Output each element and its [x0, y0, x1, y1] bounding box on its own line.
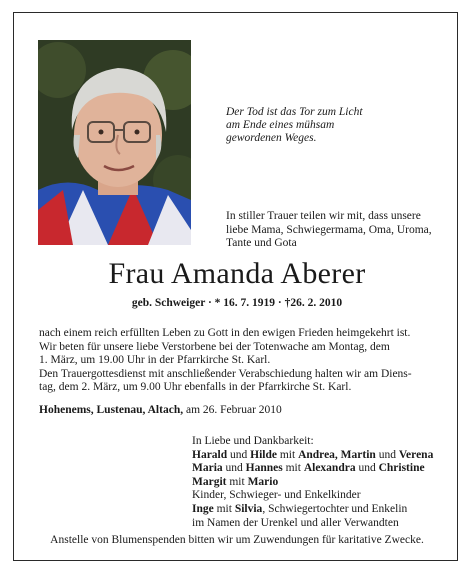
portrait-photo	[38, 40, 191, 245]
body-line: nach einem reich erfüllten Leben zu Gott in den ewigen Frieden heimgekehrt ist.	[39, 327, 411, 339]
body-line: Den Trauergottesdienst mit anschließender Verabschiedung halten wir am Diens-	[39, 367, 412, 380]
family-name: Christine	[378, 462, 425, 475]
family-name: Inge	[192, 502, 214, 515]
birth-death-dates: geb. Schweiger · * 16. 7. 1919 · †26. 2. 2010	[131, 297, 343, 309]
family-name: Margit	[192, 475, 227, 488]
family-line	[192, 476, 452, 490]
connector: mit	[276, 448, 299, 461]
family-line: im Namen der Urenkel und aller Verwandten	[192, 516, 399, 529]
connector: , Schwiegertochter und Enkelin	[262, 502, 408, 515]
family-name: Maria	[192, 462, 223, 475]
connector: und	[375, 448, 399, 461]
connector: und	[355, 462, 379, 475]
family-name: Harald	[192, 448, 228, 461]
quote-line: Der Tod ist das Tor zum Licht	[226, 106, 363, 118]
quote-line: am Ende eines mühsam	[226, 119, 335, 131]
family-name: Silvia	[234, 502, 263, 515]
deceased-name: Frau Amanda Aberer	[108, 257, 366, 290]
connector: mit	[282, 462, 304, 475]
place-date	[39, 403, 282, 417]
family-name: Verena	[398, 448, 434, 461]
family-line: Kinder, Schwieger- und Enkelkinder	[192, 489, 361, 502]
body-line: Wir beten für unsere liebe Verstorbene bei der Totenwache am Montag, dem	[39, 340, 390, 353]
obituary-body	[39, 327, 439, 395]
mourning-line: liebe Mama, Schwiegermama, Oma, Uroma,	[226, 223, 432, 236]
donation-note: Anstelle von Blumenspenden bitten wir um Zuwendungen für karitative Zwecke.	[50, 534, 424, 546]
connector: und	[222, 462, 246, 475]
mourning-line: Tante und Gota	[226, 237, 297, 249]
quote	[226, 106, 446, 145]
quote-line: gewordenen Weges.	[226, 132, 317, 144]
family-name: Andrea, Martin	[298, 448, 376, 461]
body-line: tag, dem 2. März, um 9.00 Uhr ebenfalls in der Pfarrkirche St. Karl.	[39, 381, 352, 393]
family-line	[192, 449, 452, 463]
connector: mit	[213, 502, 235, 515]
family-name: Hannes	[245, 462, 283, 475]
family-line	[192, 503, 452, 517]
place-names: Hohenems, Lustenau, Altach,	[39, 404, 184, 416]
family-signatures	[192, 435, 452, 530]
body-line: 1. März, um 19.00 Uhr in der Pfarrkirche St. Karl.	[39, 354, 271, 366]
mourning-line: In stiller Trauer teilen wir mit, dass unsere	[226, 210, 421, 222]
family-name: Mario	[247, 475, 279, 488]
family-name: Alexandra	[303, 462, 356, 475]
family-name: Hilde	[250, 448, 277, 461]
family-line	[192, 462, 452, 476]
connector: mit	[226, 475, 248, 488]
date-text: am 26. Februar 2010	[183, 404, 282, 416]
connector: und	[227, 448, 251, 461]
family-intro: In Liebe und Dankbarkeit:	[192, 435, 314, 447]
mourning-announcement	[226, 210, 456, 251]
